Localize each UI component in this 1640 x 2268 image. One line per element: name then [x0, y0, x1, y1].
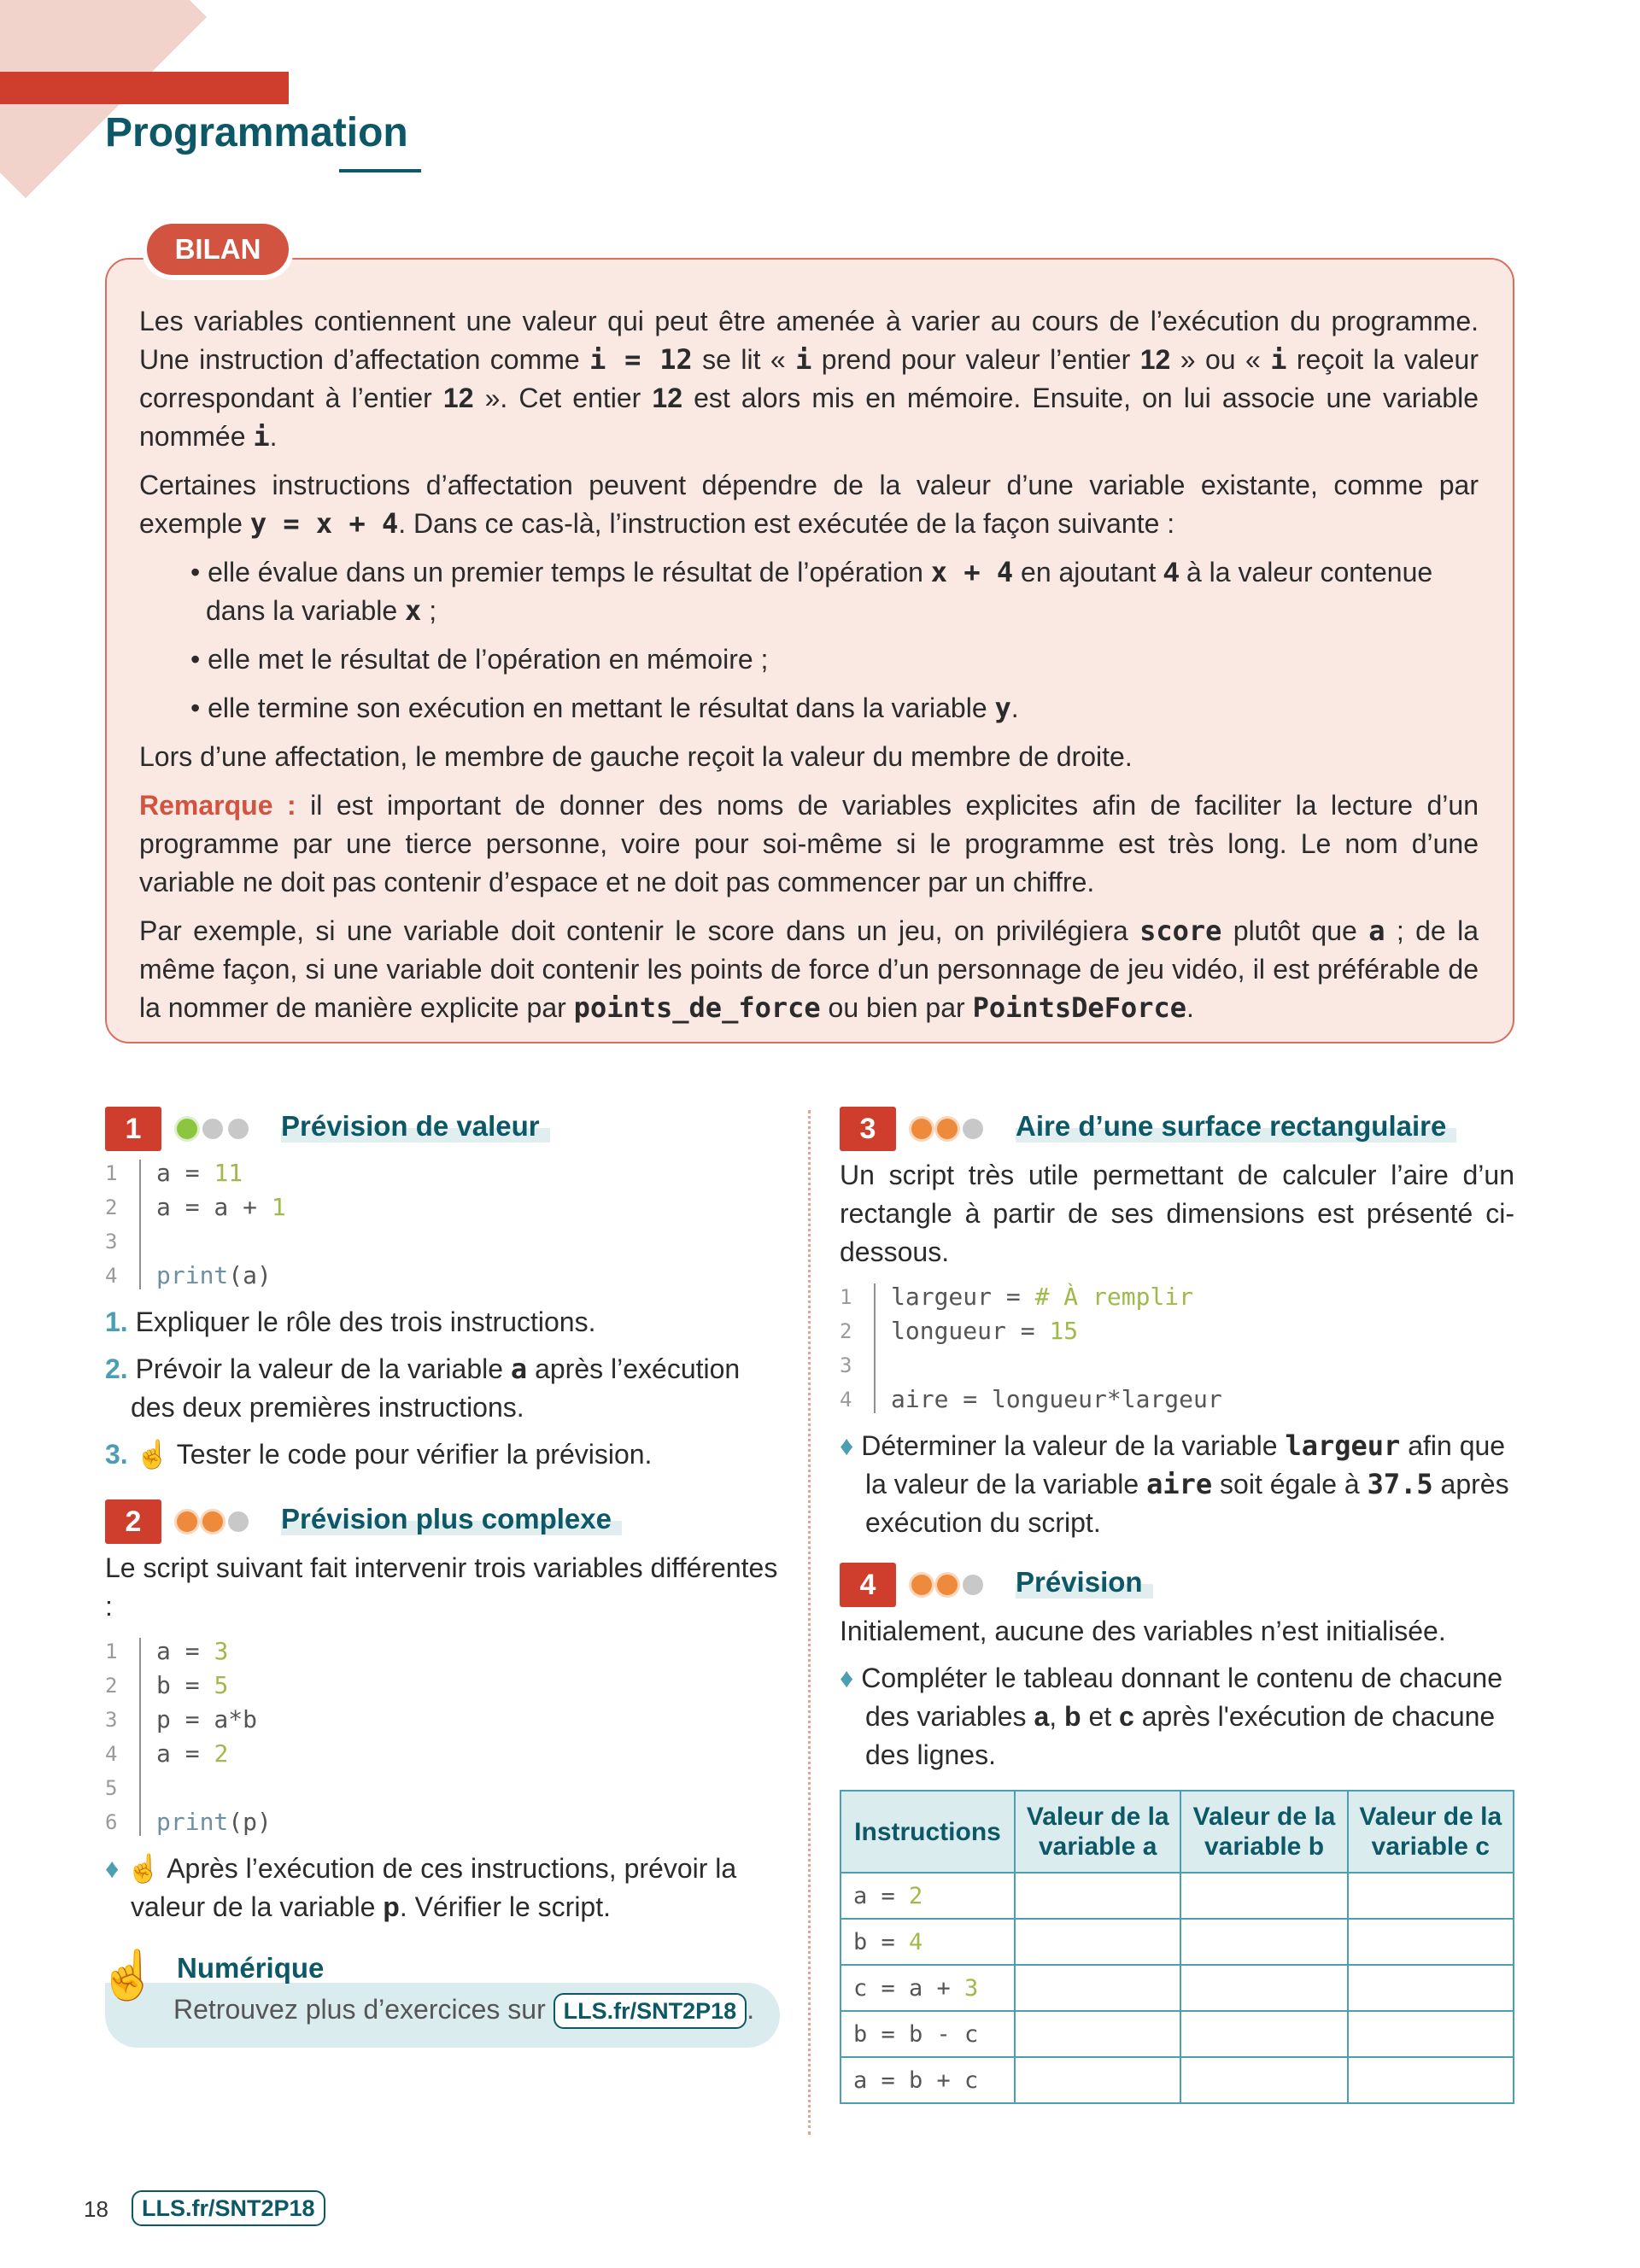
difficulty-dot-empty: [228, 1511, 249, 1532]
code-token: a =: [853, 1882, 910, 1909]
code-token: a =: [156, 1739, 214, 1768]
exercise-number: 3: [840, 1107, 896, 1151]
code-line: [840, 1348, 1514, 1382]
bilan-bullet-list: [139, 553, 1479, 728]
code-line: [105, 1190, 780, 1225]
code-text: [156, 1805, 272, 1839]
line-number: 2: [105, 1674, 118, 1698]
code-text: [891, 1314, 1078, 1348]
table-header: Valeur de la variable a: [1015, 1791, 1180, 1873]
code-inline: i: [795, 343, 812, 376]
code-token: b = b - c: [853, 2020, 979, 2048]
code-token: (a): [228, 1261, 272, 1289]
exercise-2-header: [105, 1499, 780, 1542]
code-line: [840, 1382, 1514, 1417]
line-number: 4: [840, 1388, 852, 1412]
text: .: [1186, 992, 1194, 1023]
text: .: [747, 1994, 755, 2025]
diamond-bullet-icon: ♦: [840, 1430, 854, 1461]
code-text: [891, 1280, 1193, 1314]
text: Après l’exécution de ces instructions, prévoir la valeur de la variable: [131, 1853, 737, 1922]
question-item: [840, 1659, 1514, 1774]
instruction-cell: [840, 1965, 1015, 2011]
code-comment: # À remplir: [1034, 1283, 1194, 1311]
bullet-item: [190, 553, 1479, 630]
page-title: Programmation: [105, 110, 408, 155]
instruction-cell: [840, 2011, 1015, 2057]
text: • elle évalue dans un premier temps le résultat de l’opération: [190, 557, 931, 587]
question-list: [105, 1303, 780, 1474]
code-text: [156, 1737, 228, 1771]
exercise-4-header: [840, 1563, 1514, 1605]
answer-cell[interactable]: [1180, 2057, 1347, 2103]
diamond-bullet-icon: ♦: [105, 1853, 120, 1884]
code-inline: a: [510, 1353, 528, 1385]
code-token: aire = longueur*largeur: [891, 1385, 1222, 1413]
code-text: [156, 1703, 257, 1737]
right-column: [840, 1107, 1514, 2104]
code-inline: a: [1368, 915, 1385, 947]
line-number: 5: [105, 1776, 118, 1800]
table-header: Instructions: [840, 1791, 1015, 1873]
code-inline: y: [994, 692, 1011, 724]
code-line: [105, 1225, 780, 1259]
numerique-box: [98, 1948, 780, 2055]
code-line: [840, 1280, 1514, 1314]
line-number: 3: [105, 1230, 118, 1254]
code-text: [156, 1156, 243, 1190]
code-token: a = b + c: [853, 2066, 979, 2094]
code-number: 1: [271, 1193, 286, 1221]
code-inline: PointsDeForce: [972, 991, 1187, 1024]
answer-cell[interactable]: [1180, 1919, 1347, 1965]
text: . Vérifier le script.: [399, 1891, 611, 1922]
question-number: 2.: [105, 1353, 128, 1384]
text: • elle met le résultat de l’opération en mémoire ;: [190, 644, 769, 675]
code-line: [105, 1156, 780, 1190]
remark-label: Remarque :: [139, 790, 296, 821]
answer-cell[interactable]: [1015, 1965, 1180, 2011]
text: après exécution du script.: [865, 1469, 1509, 1538]
table-row: [840, 1919, 1514, 1965]
exercise-1-header: [105, 1107, 780, 1149]
exercise-intro: Initialement, aucune des variables n’est initialisée.: [840, 1616, 1446, 1646]
text: • elle termine son exécution en mettant le résultat dans la variable: [190, 693, 995, 723]
difficulty-dot-filled: [937, 1119, 958, 1139]
code-number: 3: [214, 1637, 229, 1665]
answer-cell[interactable]: [1348, 1965, 1514, 2011]
code-text: [156, 1634, 228, 1669]
text: ;: [421, 595, 437, 626]
left-column: [98, 1107, 780, 2055]
text: après l'exécution de chacune des lignes.: [865, 1701, 1496, 1770]
table-row: [840, 1965, 1514, 2011]
code-inline: i: [253, 420, 270, 453]
answer-cell[interactable]: [1348, 2011, 1514, 2057]
hand-click-icon: ☝: [98, 1948, 158, 2002]
question-item: [105, 1303, 780, 1342]
code-inline: i: [1270, 343, 1287, 376]
code-block: [105, 1156, 780, 1293]
bilan-box: [105, 258, 1514, 1043]
text: et: [1081, 1701, 1120, 1732]
code-token: largeur =: [891, 1283, 1035, 1311]
code-number: 3: [964, 1974, 979, 2002]
answer-cell[interactable]: [1015, 1873, 1180, 1919]
table-row: [840, 2011, 1514, 2057]
code-keyword: print: [156, 1808, 229, 1836]
code-token: (p): [228, 1808, 272, 1836]
line-number: 2: [105, 1195, 118, 1219]
code-inline: i = 12: [589, 343, 693, 376]
bullet-item: [190, 640, 1479, 679]
code-text: [891, 1382, 1222, 1417]
bilan-remark: [139, 786, 1479, 902]
text: .: [269, 421, 278, 452]
text: plutôt que: [1221, 915, 1369, 946]
exercise-title: Prévision plus complexe: [281, 1503, 622, 1535]
text: » ou «: [1170, 344, 1271, 375]
answer-cell[interactable]: [1015, 2011, 1180, 2057]
question-item: [105, 1850, 780, 1926]
footer-link-wrapper: [132, 2190, 325, 2226]
text: en ajoutant: [1013, 557, 1164, 587]
text: afin que la valeur de la variable: [865, 1430, 1506, 1499]
page-number: 18: [84, 2196, 108, 2222]
code-inline: aire: [1146, 1468, 1213, 1500]
difficulty-indicator: [911, 1119, 988, 1139]
code-text: [156, 1669, 228, 1703]
text: Certaines instructions d’affectation peuvent dépendre de la valeur d’une variable existante, comme par exemple: [139, 470, 1479, 539]
code-token: b =: [853, 1928, 910, 1955]
code-token: a =: [156, 1159, 214, 1187]
code-block: [105, 1634, 780, 1839]
text: reçoit la valeur correspondant à l’entier: [139, 344, 1479, 413]
answer-cell[interactable]: [1180, 1965, 1347, 2011]
line-number: 1: [105, 1161, 118, 1185]
code-line: [840, 1314, 1514, 1348]
bullet-item: [190, 689, 1479, 728]
question-number: 1.: [105, 1306, 128, 1337]
bold-number: 12: [442, 383, 474, 413]
text: ; de la même façon, si une variable doit contenir les points de force d’un personnage de jeu vidéo, il est préférable de la nommer de manière explicite par: [139, 915, 1479, 1023]
text: Expliquer le rôle des trois instructions.: [127, 1306, 596, 1337]
code-number: 15: [1049, 1317, 1079, 1345]
code-inline: score: [1139, 915, 1222, 947]
answer-cell[interactable]: [1015, 2057, 1180, 2103]
code-token: c = a +: [853, 1974, 965, 2002]
table-row: [840, 1873, 1514, 1919]
column-divider: [808, 1110, 811, 2135]
bold-variable: b: [1064, 1701, 1081, 1732]
text: ,: [1049, 1701, 1065, 1732]
exercise-number: 1: [105, 1107, 161, 1151]
exercise-title: Aire d’une surface rectangulaire: [1016, 1110, 1456, 1143]
code-number: 4: [909, 1928, 923, 1955]
footer-link[interactable]: LLS.fr/SNT2P18: [132, 2190, 325, 2226]
code-number: 2: [214, 1739, 229, 1768]
code-line: [105, 1669, 780, 1703]
code-inline: 37.5: [1367, 1468, 1433, 1500]
numerique-title: Numérique: [177, 1952, 325, 1984]
code-number: 11: [214, 1159, 243, 1187]
bold-number: 4: [1163, 557, 1180, 587]
code-line: [105, 1634, 780, 1669]
text: Par exemple, si une variable doit contenir le score dans un jeu, on privilégiera: [139, 915, 1140, 946]
code-inline: x + 4: [930, 556, 1014, 588]
bilan-paragraph-1: [139, 302, 1479, 456]
line-number: 1: [105, 1640, 118, 1663]
code-token: longueur =: [891, 1317, 1050, 1345]
difficulty-dot-empty: [202, 1119, 223, 1139]
text: se lit «: [692, 344, 796, 375]
exercise-intro: Le script suivant fait intervenir trois variables différentes :: [105, 1552, 778, 1622]
question-list: [105, 1850, 780, 1926]
instruction-cell: [840, 2057, 1015, 2103]
question-item: [105, 1435, 780, 1474]
code-line: [105, 1771, 780, 1805]
code-block: [840, 1280, 1514, 1417]
code-token: a = a +: [156, 1193, 272, 1221]
code-number: 5: [214, 1671, 229, 1699]
text: soit égale à: [1212, 1469, 1368, 1499]
question-list: [840, 1427, 1514, 1542]
code-line: [105, 1703, 780, 1737]
text: à la valeur contenue dans la variable: [206, 557, 1433, 626]
code-number: 2: [909, 1882, 923, 1909]
answer-cell[interactable]: [1348, 1873, 1514, 1919]
text: ou bien par: [820, 992, 973, 1023]
hand-click-icon: ☝: [135, 1439, 170, 1470]
numerique-text: [173, 1993, 754, 2029]
text: . Dans ce cas-là, l’instruction est exécutée de la façon suivante :: [398, 508, 1175, 539]
table-header: Valeur de la variable b: [1180, 1791, 1347, 1873]
instruction-cell: [840, 1873, 1015, 1919]
difficulty-dot-filled: [202, 1511, 223, 1532]
exercise-3-header: [840, 1107, 1514, 1149]
code-token: b =: [156, 1671, 214, 1699]
bold-number: 12: [1139, 344, 1171, 375]
decorative-red-bar: [0, 72, 289, 104]
line-number: 4: [105, 1742, 118, 1766]
text: est alors mis en mémoire. Ensuite, on lui associe une variable nommée: [139, 383, 1479, 452]
difficulty-dot-empty: [228, 1119, 249, 1139]
difficulty-indicator: [177, 1119, 254, 1139]
title-underline: [339, 169, 421, 172]
line-number: 3: [840, 1353, 852, 1377]
code-token: a =: [156, 1637, 214, 1665]
table-header-row: [840, 1791, 1514, 1873]
text: Déterminer la valeur de la variable: [853, 1430, 1286, 1461]
text: prend pour valeur l’entier: [811, 344, 1140, 375]
bilan-paragraph-3: Lors d’une affectation, le membre de gauche reçoit la valeur du membre de droite.: [139, 741, 1133, 772]
bilan-paragraph-2: [139, 466, 1479, 543]
bold-variable: a: [1034, 1701, 1050, 1732]
table-header: Valeur de la variable c: [1348, 1791, 1514, 1873]
line-number: 2: [840, 1319, 852, 1343]
answer-cell[interactable]: [1180, 2011, 1347, 2057]
code-keyword: print: [156, 1261, 229, 1289]
difficulty-dot-filled: [177, 1511, 197, 1532]
hand-click-icon: ☝: [126, 1853, 161, 1884]
difficulty-dot-empty: [963, 1119, 983, 1139]
code-inline: y = x + 4: [249, 507, 399, 540]
difficulty-indicator: [177, 1511, 254, 1532]
bilan-paragraph-4: [139, 912, 1479, 1027]
text: il est important de donner des noms de variables explicites afin de faciliter la lecture d’un programme par une tierce personne, voire pour soi-même si le programme est très long. Le nom d’une variable ne doit pas contenir d’espace et ne doit pas commencer par un chiffre.: [139, 790, 1479, 897]
code-token: p = a*b: [156, 1705, 258, 1733]
question-item: [840, 1427, 1514, 1542]
code-line: [105, 1805, 780, 1839]
text: Tester le code pour vérifier la prévision.: [169, 1439, 653, 1470]
instruction-cell: [840, 1919, 1015, 1965]
difficulty-dot-filled: [911, 1575, 932, 1595]
question-list: [840, 1659, 1514, 1774]
exercise-intro: Un script très utile permettant de calculer l’aire d’un rectangle à partir de ses dimensions est présenté ci-dessous.: [840, 1160, 1514, 1267]
bilan-badge: BILAN: [147, 224, 289, 275]
answer-cell[interactable]: [1180, 1873, 1347, 1919]
exercise-number: 4: [840, 1563, 896, 1607]
text: Retrouvez plus d’exercices sur: [173, 1994, 554, 2025]
table-row: [840, 2057, 1514, 2103]
answer-cell[interactable]: [1348, 2057, 1514, 2103]
code-inline: x: [405, 594, 422, 627]
exercise-title: Prévision de valeur: [281, 1110, 550, 1143]
code-text: [156, 1190, 286, 1225]
code-inline: largeur: [1285, 1429, 1401, 1462]
text: ». Cet entier: [473, 383, 653, 413]
code-line: [105, 1259, 780, 1293]
difficulty-indicator: [911, 1575, 988, 1595]
text: .: [1010, 693, 1019, 723]
text: Compléter le tableau donnant le contenu de chacune des variables: [853, 1663, 1502, 1732]
exercise-title: Prévision: [1016, 1566, 1153, 1599]
answer-cell[interactable]: [1348, 1919, 1514, 1965]
question-item: [105, 1350, 780, 1427]
diamond-bullet-icon: ♦: [840, 1663, 854, 1693]
text: Les variables contiennent une valeur qui peut être amenée à varier au cours de l’exécution du programme. Une instruction d’affectation comme: [139, 306, 1479, 375]
line-number: 3: [105, 1708, 118, 1732]
answer-cell[interactable]: [1015, 1919, 1180, 1965]
text: après l’exécution des deux premières instructions.: [131, 1353, 741, 1423]
bold-variable: p: [383, 1891, 400, 1922]
exercise-link[interactable]: LLS.fr/SNT2P18: [554, 1993, 747, 2029]
difficulty-dot-filled: [937, 1575, 958, 1595]
code-text: [156, 1259, 272, 1293]
question-number: 3.: [105, 1439, 128, 1470]
line-number: 6: [105, 1810, 118, 1834]
difficulty-dot-empty: [963, 1575, 983, 1595]
difficulty-dot-filled: [177, 1119, 197, 1139]
exercise-number: 2: [105, 1499, 161, 1544]
text: Prévoir la valeur de la variable: [127, 1353, 511, 1384]
code-inline: points_de_force: [573, 991, 821, 1024]
variables-table: [840, 1790, 1514, 2104]
line-number: 1: [840, 1285, 852, 1309]
difficulty-dot-filled: [911, 1119, 932, 1139]
bold-number: 12: [652, 383, 683, 413]
bold-variable: c: [1119, 1701, 1134, 1732]
line-number: 4: [105, 1264, 118, 1288]
code-line: [105, 1737, 780, 1771]
